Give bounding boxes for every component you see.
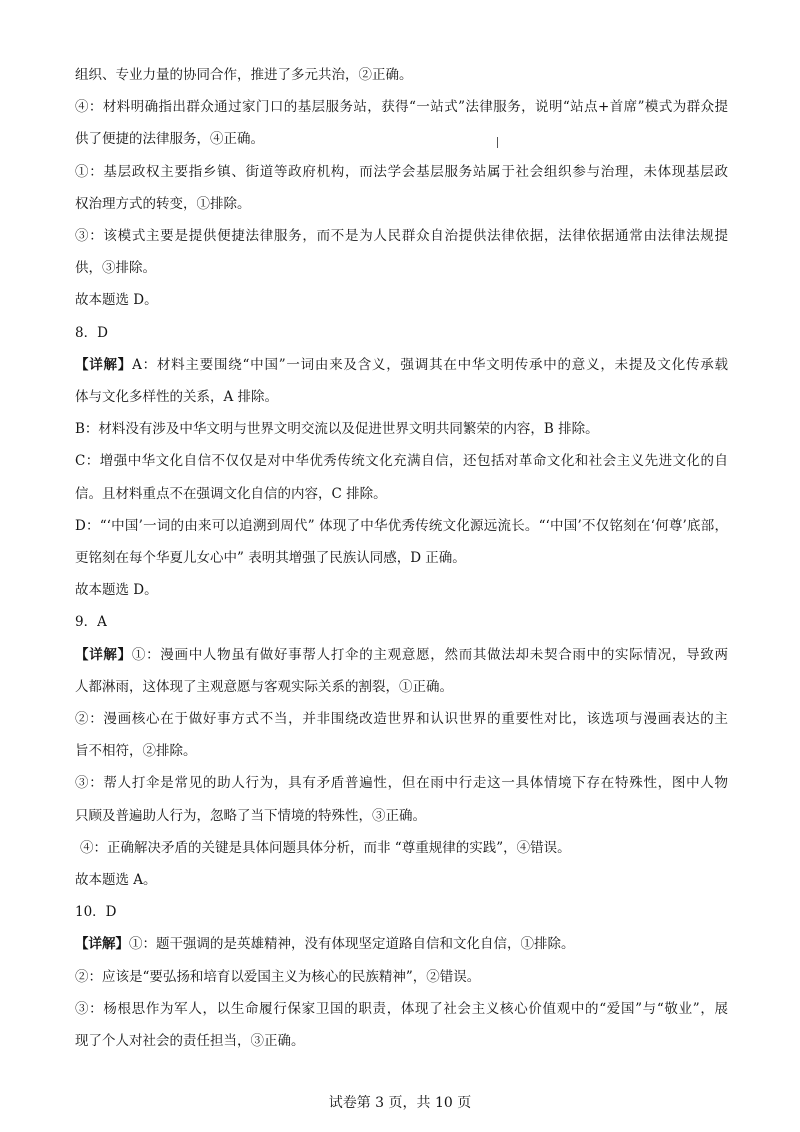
answer-line: 供了便捷的法律服务，④正确。 (75, 131, 264, 148)
answer-line: D：“‘中国’一词的由来可以追溯到周代” 体现了中华优秀传统文化源远流长。“‘中国’不仅铭刻在‘何尊’底部， (75, 517, 728, 534)
conclusion-line: 故本题选 D。 (75, 292, 158, 309)
answer-line: 体与文化多样性的关系，A 排除。 (75, 389, 279, 406)
question-number: 10．D (75, 904, 117, 921)
conclusion-line: 故本题选 A。 (75, 872, 157, 889)
question-number: 8．D (75, 324, 108, 341)
answer-line: 权治理方式的转变，①排除。 (75, 195, 251, 212)
question-number: 9．A (75, 614, 107, 631)
answer-line: ①：基层政权主要指乡镇、街道等政府机构，而法学会基层服务站属于社会组织参与治理，未体现基层政 (75, 163, 728, 180)
detail-label: 【详解】 (75, 646, 132, 663)
answer-text: ①：题干强调的是英雄精神，没有体现坚定道路自信和文化自信，①排除。 (129, 936, 575, 953)
answer-line: C：增强中华文化自信不仅仅是对中华优秀传统文化充满自信，还包括对革命文化和社会主义先进文化的自 (75, 453, 728, 470)
answer-line: 信。且材料重点不在强调文化自信的内容，C 排除。 (75, 485, 387, 502)
answer-line: 旨不相符，②排除。 (75, 743, 197, 760)
answer-line (75, 928, 728, 960)
answer-line: B：材料没有涉及中华文明与世界文明交流以及促进世界文明共同繁荣的内容，B 排除。 (75, 421, 599, 438)
answer-line: ③：帮人打伞是常见的助人行为，具有矛盾普遍性，但在雨中行走这一具体情境下存在特殊性，图中人物 (75, 775, 728, 792)
answer-line: 只顾及普遍助人行为，忽略了当下情境的特殊性，③正确。 (75, 807, 426, 824)
answer-line: ②：漫画核心在于做好事方式不当，并非围绕改造世界和认识世界的重要性对比，该选项与漫画表达的主 (75, 711, 728, 728)
conclusion-line: 故本题选 D。 (75, 582, 158, 599)
detail-label: 【详解】 (75, 936, 129, 953)
answer-line: ④：正确解决矛盾的关键是具体问题具体分析，而非 “尊重规律的实践”，④错误。 (80, 839, 571, 856)
answer-line: 人都淋雨，这体现了主观意愿与客观实际关系的割裂，①正确。 (75, 678, 453, 695)
answer-line: 供，③排除。 (75, 260, 156, 277)
answer-line: ③：杨根思作为军人，以生命履行保家卫国的职责，体现了社会主义核心价值观中的“爱国”与“敬业”，展 (75, 1000, 728, 1017)
answer-line: 更铭刻在每个华夏儿女心中” 表明其增强了民族认同感，D 正确。 (75, 550, 466, 567)
answer-text: ①：漫画中人物虽有做好事帮人打伞的主观意愿，然而其做法却未契合雨中的实际情况，导致两 (131, 646, 729, 663)
answer-line: ②：应该是“要弘扬和培育以爱国主义为核心的民族精神”，②错误。 (75, 968, 481, 985)
page-footer: 试卷第 3 页，共 10 页 (328, 1095, 472, 1111)
answer-line (75, 349, 728, 381)
answer-body (75, 59, 728, 1057)
answer-line: ④：材料明确指出群众通过家门口的基层服务站，获得“一站式”法律服务，说明“站点+首席”模式为群众提 (75, 99, 728, 116)
answer-line: ③：该模式主要是提供便捷法律服务，而不是为人民群众自治提供法律依据，法律依据通常由法律法规提 (75, 228, 728, 245)
answer-text: A：材料主要围绕“中国”一词由来及含义，强调其在中华文明传承中的意义，未提及文化传承载 (132, 356, 729, 373)
answer-line (75, 639, 728, 671)
scan-artifact-mark (497, 137, 498, 148)
answer-line: 现了个人对社会的责任担当，③正确。 (75, 1033, 305, 1050)
answer-line: 组织、专业力量的协同合作，推进了多元共治，②正确。 (75, 67, 413, 83)
detail-label: 【详解】 (75, 356, 133, 373)
